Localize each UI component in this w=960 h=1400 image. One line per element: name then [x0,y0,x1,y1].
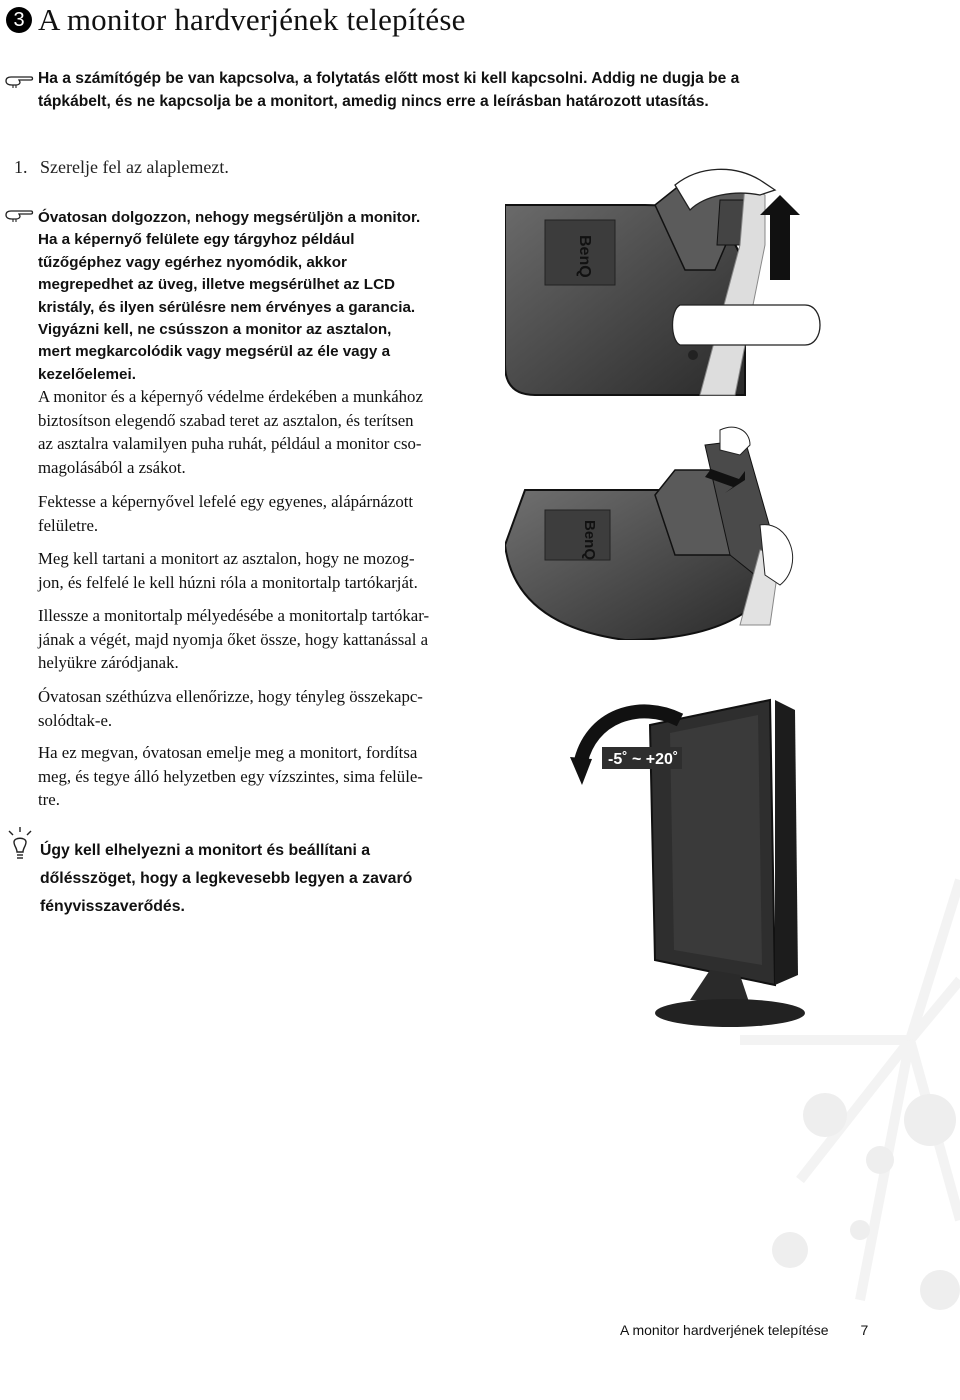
tip-line: fényvisszaverődés. [40,898,185,915]
paragraph-line: biztosítson elegendő szabad teret az asztalon, és terítsen [38,410,414,430]
paragraph-3 [38,547,508,594]
paragraph-4 [38,604,508,675]
paragraph-line: tre. [38,790,60,809]
paragraph-1 [38,385,508,479]
warning-line: Vigyázni kell, ne csússzon a monitor az asztalon, [38,321,392,339]
tip-note [40,837,510,921]
brand-logo: BenQ [576,235,593,278]
tilt-angle-label: -5˚ ~ +20˚ [608,751,679,768]
paragraph-line: Óvatosan széthúzva ellenőrizze, hogy tényleg összekapc- [38,687,423,706]
paragraph-6 [38,741,508,812]
paragraph-line: solódtak-e. [38,710,113,730]
warning-line: tűzőgéphez vagy egérhez nyomódik, akkor [38,253,347,271]
paragraph-5 [38,685,508,732]
power-off-note [38,67,938,113]
monitor-base-attach-illustration [505,425,960,640]
brand-logo: BenQ [581,520,598,561]
footer-section-title: A monitor hardverjének telepítése [620,1322,829,1338]
monitor-tilt-illustration [570,695,890,1030]
warning-line: kezelőelemei. [38,365,136,383]
paragraph-line: A monitor és a képernyő védelme érdekében a munkához [38,387,423,406]
step-1-number: 1. [14,157,28,177]
paragraph-line: meg, és tegye álló helyzetben egy vízszintes, sima felüle- [38,766,423,786]
power-note-line: tápkábelt, és ne kapcsolja be a monitort, amedig nincs erre a leírásban határozott utasítás. [38,93,709,110]
power-note-line: Ha a számítógép be van kapcsolva, a folytatás előtt most ki kell kapcsolni. Addig ne dugja be a [38,70,740,87]
page-number: 7 [860,1322,869,1338]
warning-line: mert megkarcolódik vagy megsérül az éle vagy a [38,343,391,361]
step-1-text: Szerelje fel az alaplemezt. [40,157,229,177]
paragraph-line: jának a végét, majd nyomja őket össze, hogy kattanással a [38,629,429,649]
footer [620,1322,868,1338]
lightbulb-icon [6,826,34,866]
tip-line: dőlésszöget, hogy a legkevesebb legyen a zavaró [40,870,413,887]
paragraph-line: felületre. [38,515,99,535]
paragraph-line: Ha ez megvan, óvatosan emelje meg a monitort, fordítsa [38,743,418,762]
page-title: A monitor hardverjének telepítése [38,2,466,37]
paragraph-line: Meg kell tartani a monitort az asztalon, hogy ne mozog- [38,549,415,568]
pointing-hand-icon [4,206,34,224]
monitor-base-lift-illustration [505,165,960,415]
warning-line: kristály, és ilyen sérülésre nem érvényes a garancia. [38,298,416,316]
warning-note [38,207,508,386]
section-heading [6,2,466,38]
pointing-hand-icon [4,72,34,90]
warning-line: Ha a képernyő felülete egy tárgyhoz például [38,231,355,249]
paragraph-2 [38,490,508,537]
paragraph-line: Fektesse a képernyővel lefelé egy egyenes, alápárnázott [38,492,414,511]
paragraph-line: jon, és felfelé le kell húzni róla a monitortalp tartókarját. [38,572,418,592]
paragraph-line: helyükre záródjanak. [38,653,179,672]
step-number-badge: 3 [6,7,32,33]
paragraph-line: az asztalra valamilyen puha ruhát, például a monitor cso- [38,434,422,453]
warning-line: megrepedhet az üveg, illetve megsérülhet az LCD [38,276,396,294]
paragraph-line: Illessze a monitortalp mélyedésébe a monitortalp tartókar- [38,606,430,625]
step-1 [14,157,229,178]
tip-line: Úgy kell elhelyezni a monitort és beállítani a [40,842,371,859]
warning-line: Óvatosan dolgozzon, nehogy megsérüljön a monitor. [38,209,421,226]
paragraph-line: magolásából a zsákot. [38,457,186,477]
